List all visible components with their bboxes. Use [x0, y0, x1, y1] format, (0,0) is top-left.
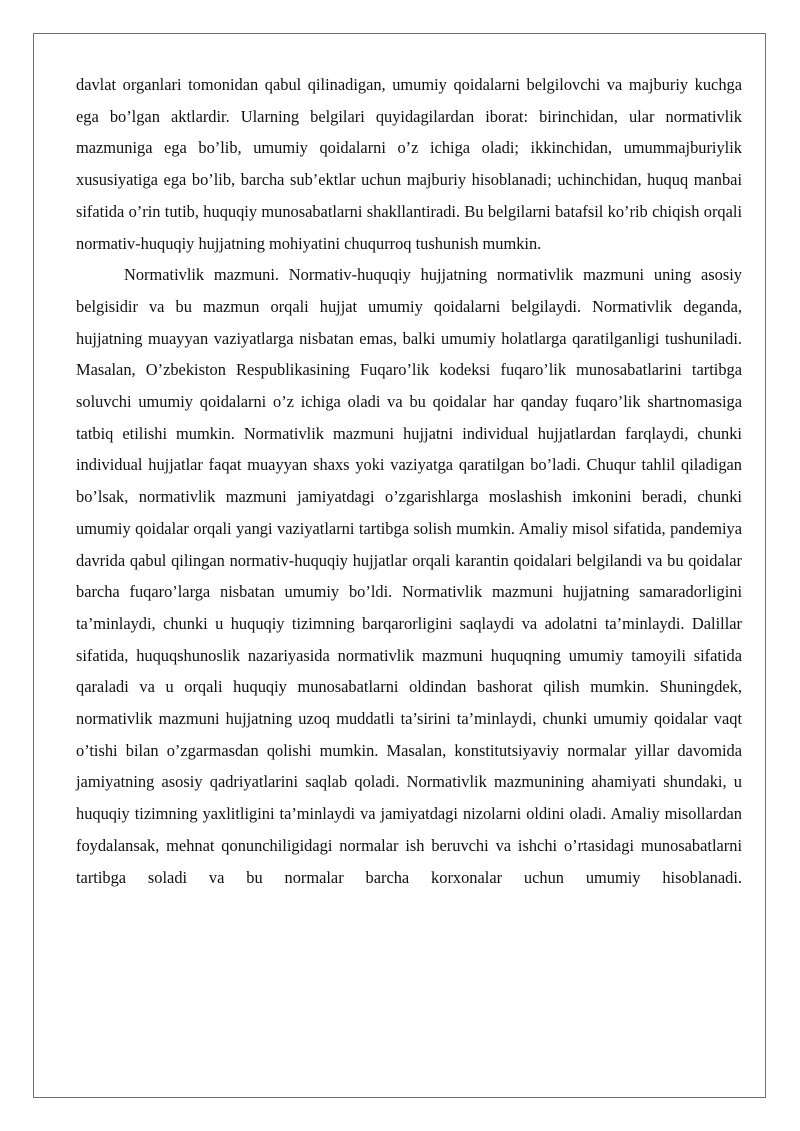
- paragraph-normativlik-mazmuni: Normativlik mazmuni. Normativ-huquqiy hujjatning normativlik mazmuni uning asosiy belgisidir va bu mazmun orqali hujjat umumiy qoidalarni belgilaydi. Normativlik deganda, hujjatning muayyan vaziyatlarga nisbatan emas, balki umumiy holatlarga qaratilganligi tushuniladi. Masalan, O’zbekiston Respublikasining Fuqaro’lik kodeksi fuqaro’lik munosabatlarini tartibga soluvchi umumiy qoidalarni o’z ichiga oladi va bu qoidalar har qanday fuqaro’lik shartnomasiga tatbiq etilishi mumkin. Normativlik mazmuni hujjatni individual hujjatlardan farqlaydi, chunki individual hujjatlar faqat muayyan shaxs yoki vaziyatga qaratilgan bo’ladi. Chuqur tahlil qiladigan bo’lsak, normativlik mazmuni jamiyatdagi o’zgarishlarga moslashish imkonini beradi, chunki umumiy qoidalar orqali yangi vaziyatlarni tartibga solish mumkin. Amaliy misol sifatida, pandemiya davrida qabul qilingan normativ-huquqiy hujjatlar orqali karantin qoidalari belgilandi va bu qoidalar barcha fuqaro’larga nisbatan umumiy bo’ldi. Normativlik mazmuni hujjatning samaradorligini ta’minlaydi, chunki u huquqiy tizimning barqarorligini saqlaydi va adolatni ta’minlaydi. Dalillar sifatida, huquqshunoslik nazariyasida normativlik mazmuni huquqning umumiy tamoyili sifatida qaraladi va u orqali huquqiy munosabatlarni oldindan bashorat qilish mumkin. Shuningdek, normativlik mazmuni hujjatning uzoq muddatli ta’sirini ta’minlaydi, chunki umumiy qoidalar vaqt o’tishi bilan o’zgarmasdan qolishi mumkin. Masalan, konstitutsiyaviy normalar yillar davomida jamiyatning asosiy qadriyatlarini saqlab qoladi. Normativlik mazmunining ahamiyati shundaki, u huquqiy tizimning yaxlitligini ta’minlaydi va jamiyatdagi nizolarni oldini oladi. Amaliy misollardan foydalansak, mehnat qonunchiligidagi normalar ish beruvchi va ishchi o’rtasidagi munosabatlarni tartibga soladi va bu normalar barcha korxonalar uchun umumiy hisoblanadi.: [76, 265, 742, 887]
- paragraph-continuation: davlat organlari tomonidan qabul qilinadigan, umumiy qoidalarni belgilovchi va majburiy kuchga ega bo’lgan aktlardir. Ularning belgilari quyidagilardan iborat: birinchidan, ular normativlik mazmuniga ega bo’lib, umumiy qoidalarni o’z ichiga oladi; ikkinchidan, umummajburiylik xususiyatiga ega bo’lib, barcha sub’ektlar uchun majburiy hisoblanadi; uchinchidan, huquq manbai sifatida o’rin tutib, huquqiy munosabatlarni shakllantiradi. Bu belgilarni batafsil ko’rib chiqish orqali normativ-huquqiy hujjatning mohiyatini chuqurroq tushunish mumkin.: [76, 75, 742, 253]
- document-body: [76, 69, 742, 893]
